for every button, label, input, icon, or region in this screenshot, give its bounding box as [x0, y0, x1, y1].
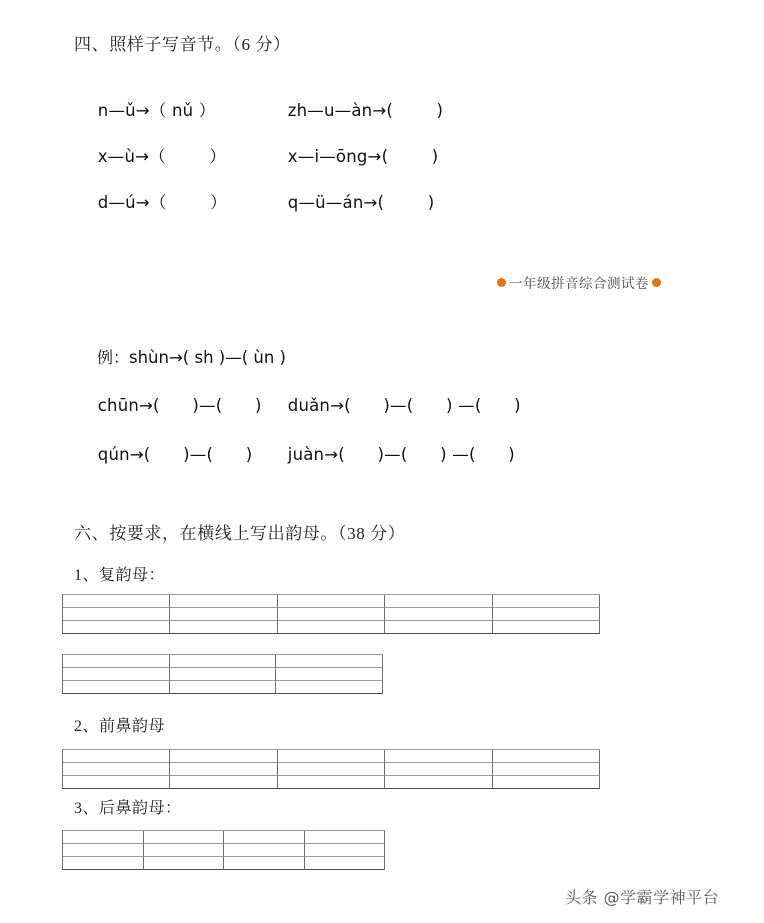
section-four-heading: 四、照样子写音节。（6 分） — [74, 35, 291, 54]
answer-grid-cell[interactable] — [170, 668, 277, 681]
answer-grid-cell[interactable] — [63, 750, 170, 763]
answer-grid-cell[interactable] — [63, 844, 144, 857]
answer-grid-cell[interactable] — [170, 655, 277, 668]
answer-grid-row — [63, 655, 383, 668]
answer-grid-cell[interactable] — [170, 681, 277, 694]
answer-grid-cell[interactable] — [224, 844, 305, 857]
pinyin-item-left: n—ǔ→（ nǔ ） — [97, 101, 216, 120]
answer-grid-cell[interactable] — [170, 621, 277, 634]
answer-grid-cell[interactable] — [385, 608, 492, 621]
answer-grid-row — [63, 776, 600, 789]
pinyin-item-left: qún→( )—( ) — [97, 445, 253, 464]
answer-grid-cell[interactable] — [493, 595, 600, 608]
section-six-heading: 六、按要求，在横线上写出韵母。（38 分） — [74, 524, 406, 543]
bullet-dot-icon — [652, 278, 661, 287]
answer-grid-cell[interactable] — [63, 655, 170, 668]
pinyin-item-left: x—ù→（ ） — [97, 147, 227, 166]
answer-grid-cell[interactable] — [278, 763, 385, 776]
answer-grid-cell[interactable] — [278, 608, 385, 621]
answer-grid-cell[interactable] — [493, 750, 600, 763]
pinyin-item-right: juàn→( )—( ) —( ) — [287, 445, 515, 464]
answer-grid-cell[interactable] — [63, 831, 144, 844]
answer-grid-row — [63, 857, 385, 870]
answer-grid-cell[interactable] — [63, 608, 170, 621]
answer-grid-cell[interactable] — [305, 831, 386, 844]
answer-grid-row — [63, 621, 600, 634]
pinyin-item-left: chūn→( )—( ) — [97, 396, 262, 415]
answer-grid-cell[interactable] — [63, 776, 170, 789]
answer-grid-cell[interactable] — [144, 831, 225, 844]
answer-grid-cell[interactable] — [144, 857, 225, 870]
answer-grid-cell[interactable] — [63, 763, 170, 776]
answer-grid[interactable] — [62, 594, 600, 634]
answer-grid-cell[interactable] — [170, 595, 277, 608]
answer-grid-cell[interactable] — [493, 763, 600, 776]
answer-grid-row — [63, 668, 383, 681]
answer-grid-row — [63, 831, 385, 844]
answer-grid-cell[interactable] — [278, 595, 385, 608]
answer-grid[interactable] — [62, 749, 600, 789]
subsection-label-2: 2、前鼻韵母 — [74, 718, 166, 735]
bullet-dot-icon — [497, 278, 506, 287]
answer-grid-cell[interactable] — [144, 844, 225, 857]
answer-grid-cell[interactable] — [276, 655, 383, 668]
answer-grid-cell[interactable] — [170, 776, 277, 789]
answer-grid-cell[interactable] — [278, 776, 385, 789]
subsection-label-1: 1、复韵母： — [74, 567, 166, 584]
answer-grid-row — [63, 763, 600, 776]
answer-grid-row — [63, 608, 600, 621]
answer-grid-cell[interactable] — [493, 776, 600, 789]
pinyin-item-right: duǎn→( )—( ) —( ) — [287, 396, 521, 415]
answer-grid-cell[interactable] — [385, 763, 492, 776]
answer-grid-cell[interactable] — [385, 621, 492, 634]
pinyin-item-right: zh—u—àn→( ) — [287, 101, 444, 120]
answer-grid-cell[interactable] — [63, 668, 170, 681]
answer-grid-cell[interactable] — [278, 750, 385, 763]
answer-grid-cell[interactable] — [63, 621, 170, 634]
answer-grid-cell[interactable] — [170, 608, 277, 621]
answer-grid-row — [63, 844, 385, 857]
answer-grid-cell[interactable] — [63, 681, 170, 694]
answer-grid[interactable] — [62, 654, 383, 694]
pinyin-row — [76, 170, 434, 232]
pinyin-item-left: d—ú→（ ） — [97, 193, 227, 212]
answer-grid-cell[interactable] — [385, 776, 492, 789]
pinyin-item-right: x—i—ōng→( ) — [287, 147, 439, 166]
answer-grid-cell[interactable] — [385, 595, 492, 608]
example-text: shùn→( sh )—( ùn ) — [129, 348, 286, 367]
answer-grid-row — [63, 750, 600, 763]
answer-grid-cell[interactable] — [63, 595, 170, 608]
answer-grid-cell[interactable] — [278, 621, 385, 634]
pinyin-item-right: q—ü—án→( ) — [287, 193, 435, 212]
answer-grid-cell[interactable] — [493, 621, 600, 634]
example-label: 例： — [96, 350, 129, 367]
answer-grid-row — [63, 595, 600, 608]
answer-grid-cell[interactable] — [63, 857, 144, 870]
answer-grid-cell[interactable] — [385, 750, 492, 763]
answer-grid-row — [63, 681, 383, 694]
answer-grid-cell[interactable] — [170, 750, 277, 763]
answer-grid-cell[interactable] — [224, 831, 305, 844]
banner-label: 一年级拼音综合测试卷 — [509, 276, 649, 291]
pinyin-row — [76, 426, 515, 483]
answer-grid-cell[interactable] — [305, 857, 386, 870]
answer-grid-cell[interactable] — [224, 857, 305, 870]
answer-grid-cell[interactable] — [276, 668, 383, 681]
answer-grid-cell[interactable] — [305, 844, 386, 857]
answer-grid[interactable] — [62, 830, 385, 870]
subsection-label-3: 3、后鼻韵母： — [74, 800, 182, 817]
exam-title-banner — [497, 272, 661, 292]
answer-grid-cell[interactable] — [170, 763, 277, 776]
watermark-label: 头条 @学霸学神平台 — [565, 888, 720, 907]
answer-grid-cell[interactable] — [493, 608, 600, 621]
answer-grid-cell[interactable] — [276, 681, 383, 694]
